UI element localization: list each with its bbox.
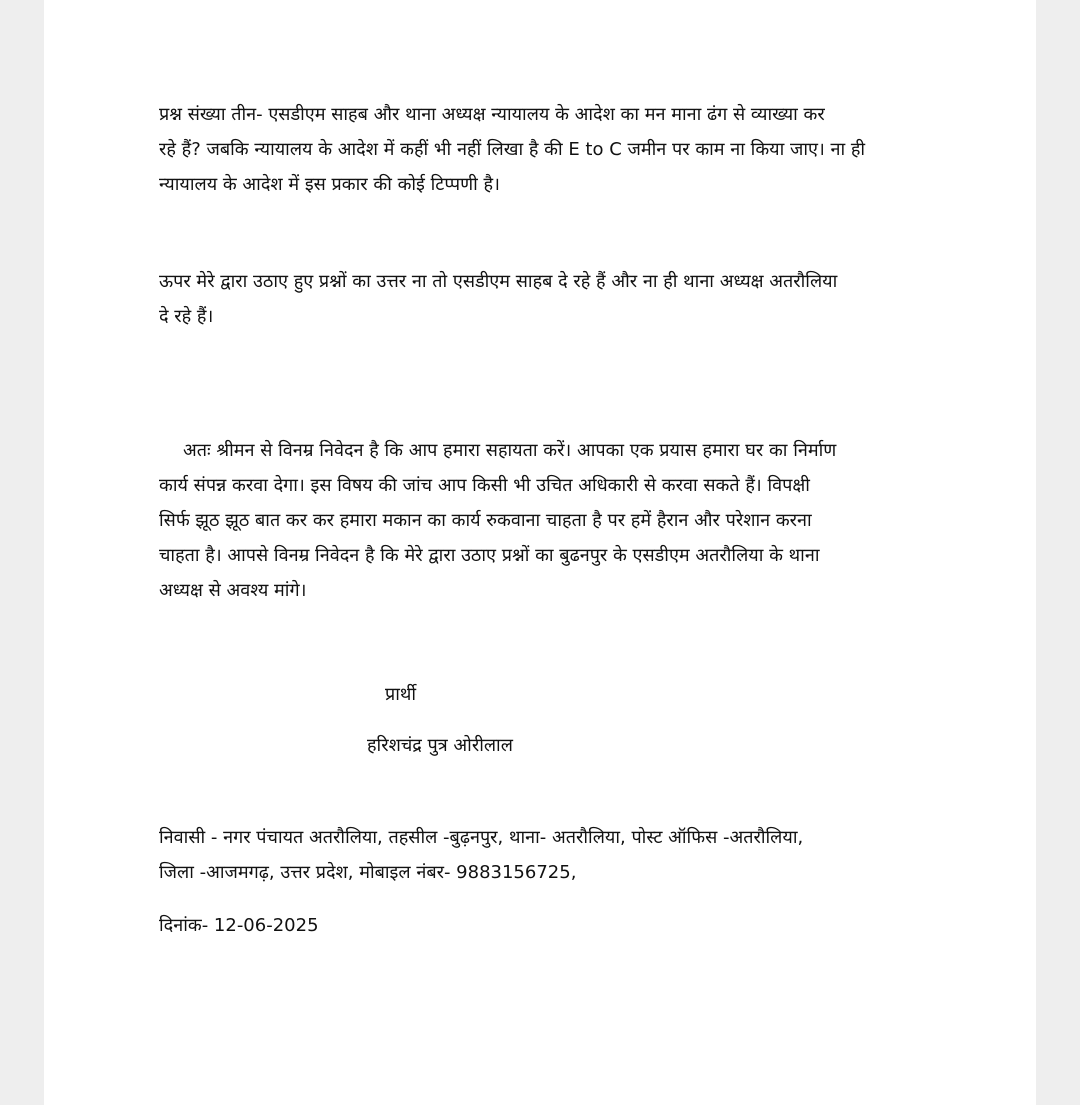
paragraph-line: कार्य संपन्न करवा देगा। इस विषय की जांच आप किसी भी उचित अधिकारी से करवा सकते हैं। विपक्षी <box>159 475 810 496</box>
address-block <box>159 820 929 890</box>
paragraph-line: अतः श्रीमन से विनम्र निवेदन है कि आप हमारा सहायता करें। आपका एक प्रयास हमारा घर का निर्माण <box>183 440 837 461</box>
paragraph-line: सिर्फ झूठ झूठ बात कर कर हमारा मकान का कार्य रुकवाना चाहता है पर हमें हैरान और परेशान करना <box>159 510 812 531</box>
paragraph-question-three <box>159 97 929 202</box>
paragraph-line: न्यायालय के आदेश में इस प्रकार की कोई टिप्पणी है। <box>159 174 500 195</box>
paragraph-line: रहे हैं? जबकि न्यायालय के आदेश में कहीं भी नहीं लिखा है की E to C जमीन पर काम ना किया जाए। ना ही <box>159 139 866 160</box>
paragraph-line: दे रहे हैं। <box>159 306 214 327</box>
address-line: जिला -आजमगढ़, उत्तर प्रदेश, मोबाइल नंबर- 9883156725, <box>159 862 577 883</box>
paragraph-line: अध्यक्ष से अवश्य मांगे। <box>159 580 307 601</box>
address-line: निवासी - नगर पंचायत अतरौलिया, तहसील -बुढ़नपुर, थाना- अतरौलिया, पोस्ट ऑफिस -अतरौलिया, <box>159 827 804 848</box>
paragraph-line: प्रश्न संख्या तीन- एसडीएम साहब और थाना अध्यक्ष न्यायालय के आदेश का मन माना ढंग से व्याख्या कर <box>159 104 825 125</box>
document-date: दिनांक- 12-06-2025 <box>159 915 319 936</box>
paragraph-line: ऊपर मेरे द्वारा उठाए हुए प्रश्नों का उत्तर ना तो एसडीएम साहब दे रहे हैं और ना ही थाना अध्यक्ष अतरौलिया <box>159 271 838 292</box>
paragraph-request <box>159 433 929 608</box>
paragraph-unanswered-questions <box>159 264 929 334</box>
document-page <box>44 0 1036 1105</box>
applicant-name: हरिशचंद्र पुत्र ओरीलाल <box>367 735 513 756</box>
applicant-label: प्रार्थी <box>385 684 417 705</box>
paragraph-line: चाहता है। आपसे विनम्र निवेदन है कि मेरे द्वारा उठाए प्रश्नों का बुढनपुर के एसडीएम अतरौलिया के थाना <box>159 545 820 566</box>
